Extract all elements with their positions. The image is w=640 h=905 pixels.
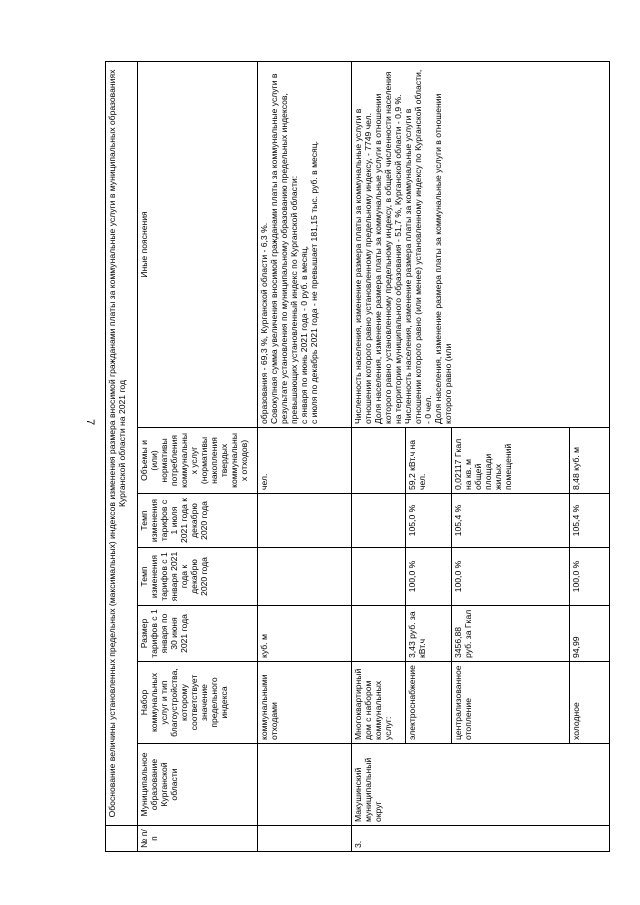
row-municipality <box>258 744 352 826</box>
row-municipality: Макушинский муниципальный округ <box>352 744 610 826</box>
table-cell-empty <box>352 548 406 606</box>
table-cell-empty <box>352 494 406 548</box>
volume-value: чел. <box>258 428 352 494</box>
table-row <box>258 62 352 852</box>
rate-jul-value <box>258 494 352 548</box>
notes-text: образования - 69,3 %, Курганской области - 6,3 %. Совокупная сумма увеличения вносимой гражданами платы за коммунальные услуги в результате установления по муниципальному образованию предельных индексов, превышающих установленный индекс по Курганской области: с января по июнь 2021 года - 0 руб. в месяц, с июля по декабрь 2021 года - не превышает 181,15 тыс. руб. в месяц. <box>258 62 352 428</box>
header-services: Набор коммунальных услуг и тип благоустройства, которому соответствует значение предельного индекса <box>138 662 258 744</box>
volume-value: 8,48 куб. м <box>570 428 610 494</box>
header-num: № п/п <box>138 826 258 852</box>
rate-jan-value <box>258 548 352 606</box>
header-tariff-size: Размер тарифов с 1 января по 30 июня 2021 года <box>138 606 258 662</box>
volume-value: 59,2 кВт.ч на чел. <box>406 428 452 494</box>
table-cell-empty <box>352 606 406 662</box>
header-notes: Иные пояснения <box>138 62 258 428</box>
row-num <box>258 826 352 852</box>
rate-jan-value: 100,0 % <box>406 548 452 606</box>
tariff-index-table <box>105 61 610 852</box>
tariff-value: куб. м <box>258 606 352 662</box>
header-municipality: Муниципальное образование Курганской области <box>138 744 258 826</box>
service-name: холодное <box>570 662 610 744</box>
table-cell-empty <box>352 428 406 494</box>
header-volumes: Объемы и (или) нормативы потребления коммунальных услуг (нормативы накопления твердых коммунальных отходов) <box>138 428 258 494</box>
header-rate-jul: Темп изменения тарифов с 1 июля 2021 года к декабрю 2020 года <box>138 494 258 548</box>
notes-text: Численность населения, изменение размера платы за коммунальные услуги в отношении которого равно установленному предельному индексу, - 7749 чел. Доля населения, изменение размера платы за коммунальные услуги в отношении которого равно установленному предельному индексу, в общей численности населения на территории муниципального образования - 51,7 %, Курганской области - 0,9 %. Численность населения, изменение размера платы за коммунальные услуги в отношении которого равно (или менее) установленному индексу по Курганской области, - 0 чел. Доля населения, изменение размера платы за коммунальные услуги в отношении которого равно (или <box>352 62 610 428</box>
service-set-label: Многоквартирный дом с набором коммунальных услуг: <box>352 662 406 744</box>
rate-jan-value: 100,0 % <box>570 548 610 606</box>
tariff-value: 94,99 <box>570 606 610 662</box>
rate-jul-value: 105,4 % <box>570 494 610 548</box>
page-number: 7 <box>84 418 96 426</box>
rotated-table-frame <box>105 62 609 852</box>
tariff-value: 3456,88 руб. за Гкал <box>452 606 570 662</box>
volume-value: 0,02117 Гкал на кв. м общей площади жилых помещений <box>452 428 570 494</box>
rate-jan-value: 100,0 % <box>452 548 570 606</box>
row-num: 3. <box>352 826 610 852</box>
tariff-value: 3,43 руб. за кВт.ч <box>406 606 452 662</box>
table-row <box>352 62 406 852</box>
rate-jul-value: 105,4 % <box>452 494 570 548</box>
header-rate-jan: Темп изменения тарифов с 1 января 2021 года к декабрю 2020 года <box>138 548 258 606</box>
table-cell-empty <box>106 826 138 852</box>
service-name: коммунальными отходами <box>258 662 352 744</box>
service-name: централизованное отопление <box>452 662 570 744</box>
service-name: электроснабжение <box>406 662 452 744</box>
rate-jul-value: 105,0 % <box>406 494 452 548</box>
table-caption: Обоснование величины установленных предельных (максимальных) индексов изменения размера вносимой гражданами платы за коммунальные услуги в муниципальных образованиях Курганской области на 2021 год <box>106 62 138 826</box>
